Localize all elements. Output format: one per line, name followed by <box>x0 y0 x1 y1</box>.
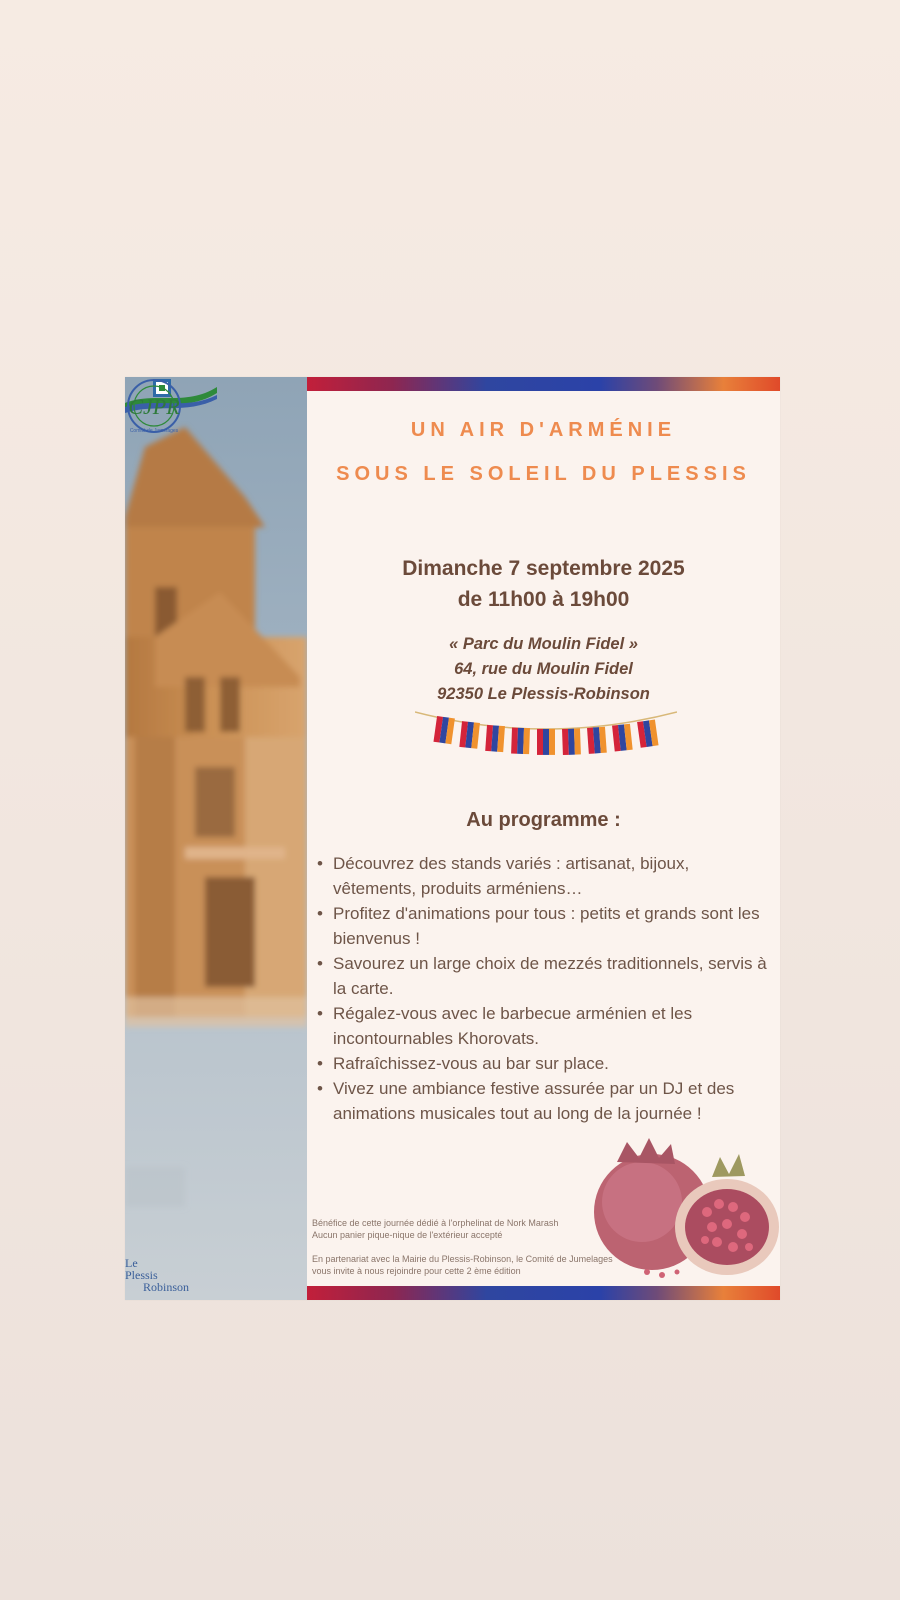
bunting-flag <box>459 721 480 749</box>
poster-title-line2: SOUS LE SOLEIL DU PLESSIS <box>336 463 751 485</box>
bunting-flag <box>562 728 581 755</box>
poster-title-line1: UN AIR D'ARMÉNIE <box>410 419 677 441</box>
bottom-flag-bar <box>307 1286 780 1300</box>
plessis-logo-line1: Le <box>125 1256 138 1270</box>
program-item: • Vivez une ambiance festive assurée par un DJ et des animations musicales tout au long de la journée ! <box>315 1076 777 1126</box>
poster-content <box>307 377 780 1300</box>
top-flag-bar <box>307 377 780 391</box>
benefit-note: Bénéfice de cette journée dédié à l'orphelinat de Nork Marash <box>312 1218 559 1228</box>
event-poster <box>125 377 780 1300</box>
event-time: de 11h00 à 19h00 <box>457 588 630 611</box>
cjpr-logo <box>125 377 183 435</box>
bunting-flag <box>511 728 530 755</box>
event-date: Dimanche 7 septembre 2025 <box>402 557 685 580</box>
venue-name: « Parc du Moulin Fidel » <box>449 635 638 653</box>
venue-city: 92350 Le Plessis-Robinson <box>437 685 650 703</box>
bunting-flag <box>612 724 633 752</box>
plessis-robinson-logo-text <box>125 1257 189 1293</box>
bunting-flags-icon <box>415 708 677 768</box>
program-item: • Régalez-vous avec le barbecue arménien et les incontournables Khorovats. <box>315 1001 777 1051</box>
cjpr-monogram: CJPR <box>128 394 180 419</box>
plessis-logo-line2: Plessis <box>125 1268 158 1282</box>
church-illustration <box>125 377 307 1300</box>
bunting-flag <box>587 727 607 754</box>
program-item: • Profitez d'animations pour tous : petits et grands sont les bienvenus ! <box>315 901 777 951</box>
bunting-flag <box>433 716 454 744</box>
bunting-flag <box>637 720 658 748</box>
bunting-flag <box>537 729 555 755</box>
plessis-logo-line3: Robinson <box>143 1280 190 1294</box>
program-item: • Savourez un large choix de mezzés traditionnels, servis à la carte. <box>315 951 777 1001</box>
church-photo <box>125 377 307 1300</box>
bunting-flag <box>485 725 505 752</box>
picnic-note: Aucun panier pique-nique de l'extérieur accepté <box>312 1230 503 1240</box>
venue-street: 64, rue du Moulin Fidel <box>454 660 633 678</box>
program-title: Au programme : <box>466 809 621 831</box>
cjpr-ring-text: Comité de Jumelages <box>129 428 179 434</box>
partnership-note: En partenariat avec la Mairie du Plessis-Robinson, le Comité de Jumelages vous invite à nous rejoindre pour cette 2 ème édition <box>312 1254 613 1276</box>
program-list <box>315 851 777 1126</box>
program-item: • Découvrez des stands variés : artisanat, bijoux, vêtements, produits arméniens… <box>315 851 777 901</box>
program-item: • Rafraîchissez-vous au bar sur place. <box>315 1051 777 1076</box>
